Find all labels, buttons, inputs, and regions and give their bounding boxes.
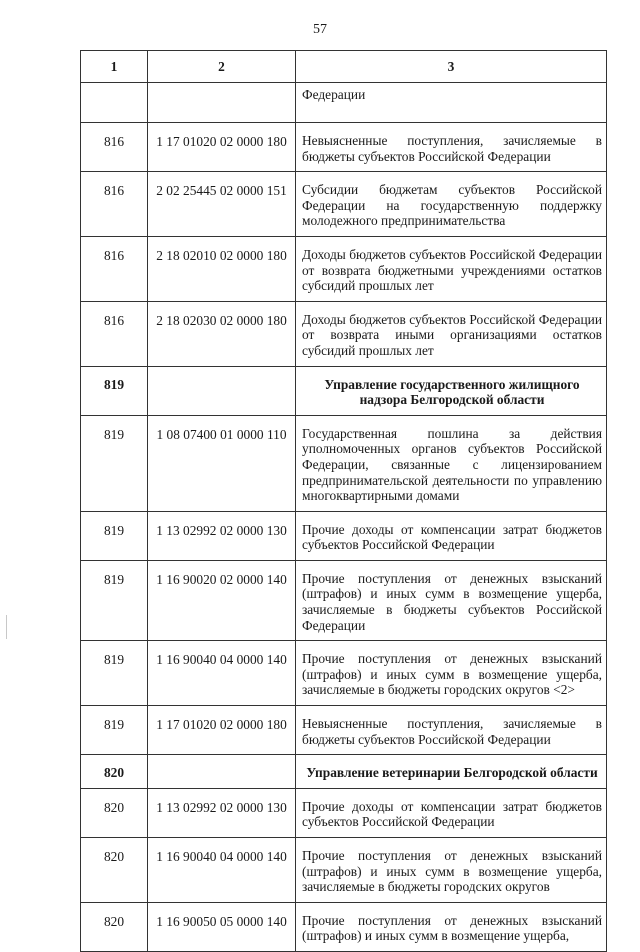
table-row — [81, 172, 607, 237]
income-description: Прочие поступления от денежных взысканий (штрафов) и иных сумм в возмещение ущерба, зачисляемые в бюджеты городских округов <2> — [296, 641, 607, 706]
admin-code: 819 — [81, 706, 148, 755]
income-description: Прочие поступления от денежных взысканий (штрафов) и иных сумм в возмещение ущерба, — [296, 902, 607, 951]
budget-code: 1 16 90040 04 0000 140 — [148, 838, 296, 903]
income-description: Государственная пошлина за действия уполномоченных органов субъектов Российской Федерации, связанные с лицензированием предпринимательской деятельности по управлению многоквартирными домами — [296, 415, 607, 511]
table-row — [81, 788, 607, 837]
section-code: 820 — [81, 755, 148, 789]
budget-code: 1 13 02992 02 0000 130 — [148, 788, 296, 837]
section-row — [81, 755, 607, 789]
admin-code: 816 — [81, 172, 148, 237]
admin-code: 820 — [81, 788, 148, 837]
table-row — [81, 560, 607, 640]
income-description: Доходы бюджетов субъектов Российской Федерации от возврата иными организациями остатков субсидий прошлых лет — [296, 301, 607, 366]
budget-code: 1 17 01020 02 0000 180 — [148, 706, 296, 755]
table-row — [81, 236, 607, 301]
table-row — [81, 838, 607, 903]
income-description: Прочие доходы от компенсации затрат бюджетов субъектов Российской Федерации — [296, 788, 607, 837]
table-row — [81, 301, 607, 366]
admin-code: 820 — [81, 838, 148, 903]
admin-code: 819 — [81, 511, 148, 560]
table-row — [81, 415, 607, 511]
header-col-1: 1 — [81, 51, 148, 83]
budget-code: 2 18 02010 02 0000 180 — [148, 236, 296, 301]
admin-code: 820 — [81, 902, 148, 951]
table-row — [81, 641, 607, 706]
budget-code: 2 18 02030 02 0000 180 — [148, 301, 296, 366]
budget-code: 1 16 90020 02 0000 140 — [148, 560, 296, 640]
income-description: Субсидии бюджетам субъектов Российской Федерации на государственную поддержку молодежного предпринимательства — [296, 172, 607, 237]
header-col-3: 3 — [296, 51, 607, 83]
budget-code: 1 16 90040 04 0000 140 — [148, 641, 296, 706]
section-row — [81, 366, 607, 415]
income-description: Прочие поступления от денежных взысканий (штрафов) и иных сумм в возмещение ущерба, зачисляемые в бюджеты субъектов Российской Федерации — [296, 560, 607, 640]
budget-code — [148, 83, 296, 123]
section-title: Управление государственного жилищного надзора Белгородской области — [296, 366, 607, 415]
budget-code: 2 02 25445 02 0000 151 — [148, 172, 296, 237]
income-description: Федерации — [296, 83, 607, 123]
admin-code: 816 — [81, 123, 148, 172]
budget-code: 1 13 02992 02 0000 130 — [148, 511, 296, 560]
table-header-row — [81, 51, 607, 83]
table-row — [81, 123, 607, 172]
budget-code — [148, 366, 296, 415]
income-description: Невыясненные поступления, зачисляемые в бюджеты субъектов Российской Федерации — [296, 123, 607, 172]
admin-code: 819 — [81, 641, 148, 706]
margin-mark — [6, 615, 7, 639]
budget-code — [148, 755, 296, 789]
section-code: 819 — [81, 366, 148, 415]
section-title: Управление ветеринарии Белгородской области — [296, 755, 607, 789]
header-col-2: 2 — [148, 51, 296, 83]
admin-code: 819 — [81, 415, 148, 511]
budget-code: 1 17 01020 02 0000 180 — [148, 123, 296, 172]
admin-code: 816 — [81, 301, 148, 366]
income-description: Невыясненные поступления, зачисляемые в бюджеты субъектов Российской Федерации — [296, 706, 607, 755]
admin-code: 816 — [81, 236, 148, 301]
admin-code — [81, 83, 148, 123]
table-row — [81, 706, 607, 755]
page-number: 57 — [313, 22, 327, 37]
income-description: Прочие поступления от денежных взысканий (штрафов) и иных сумм в возмещение ущерба, зачисляемые в бюджеты городских округов — [296, 838, 607, 903]
income-description: Доходы бюджетов субъектов Российской Федерации от возврата бюджетными учреждениями остатков субсидий прошлых лет — [296, 236, 607, 301]
revenue-codes-table — [80, 50, 607, 952]
budget-code: 1 08 07400 01 0000 110 — [148, 415, 296, 511]
table-row — [81, 83, 607, 123]
table-row — [81, 511, 607, 560]
income-description: Прочие доходы от компенсации затрат бюджетов субъектов Российской Федерации — [296, 511, 607, 560]
admin-code: 819 — [81, 560, 148, 640]
table-row — [81, 902, 607, 951]
budget-code: 1 16 90050 05 0000 140 — [148, 902, 296, 951]
